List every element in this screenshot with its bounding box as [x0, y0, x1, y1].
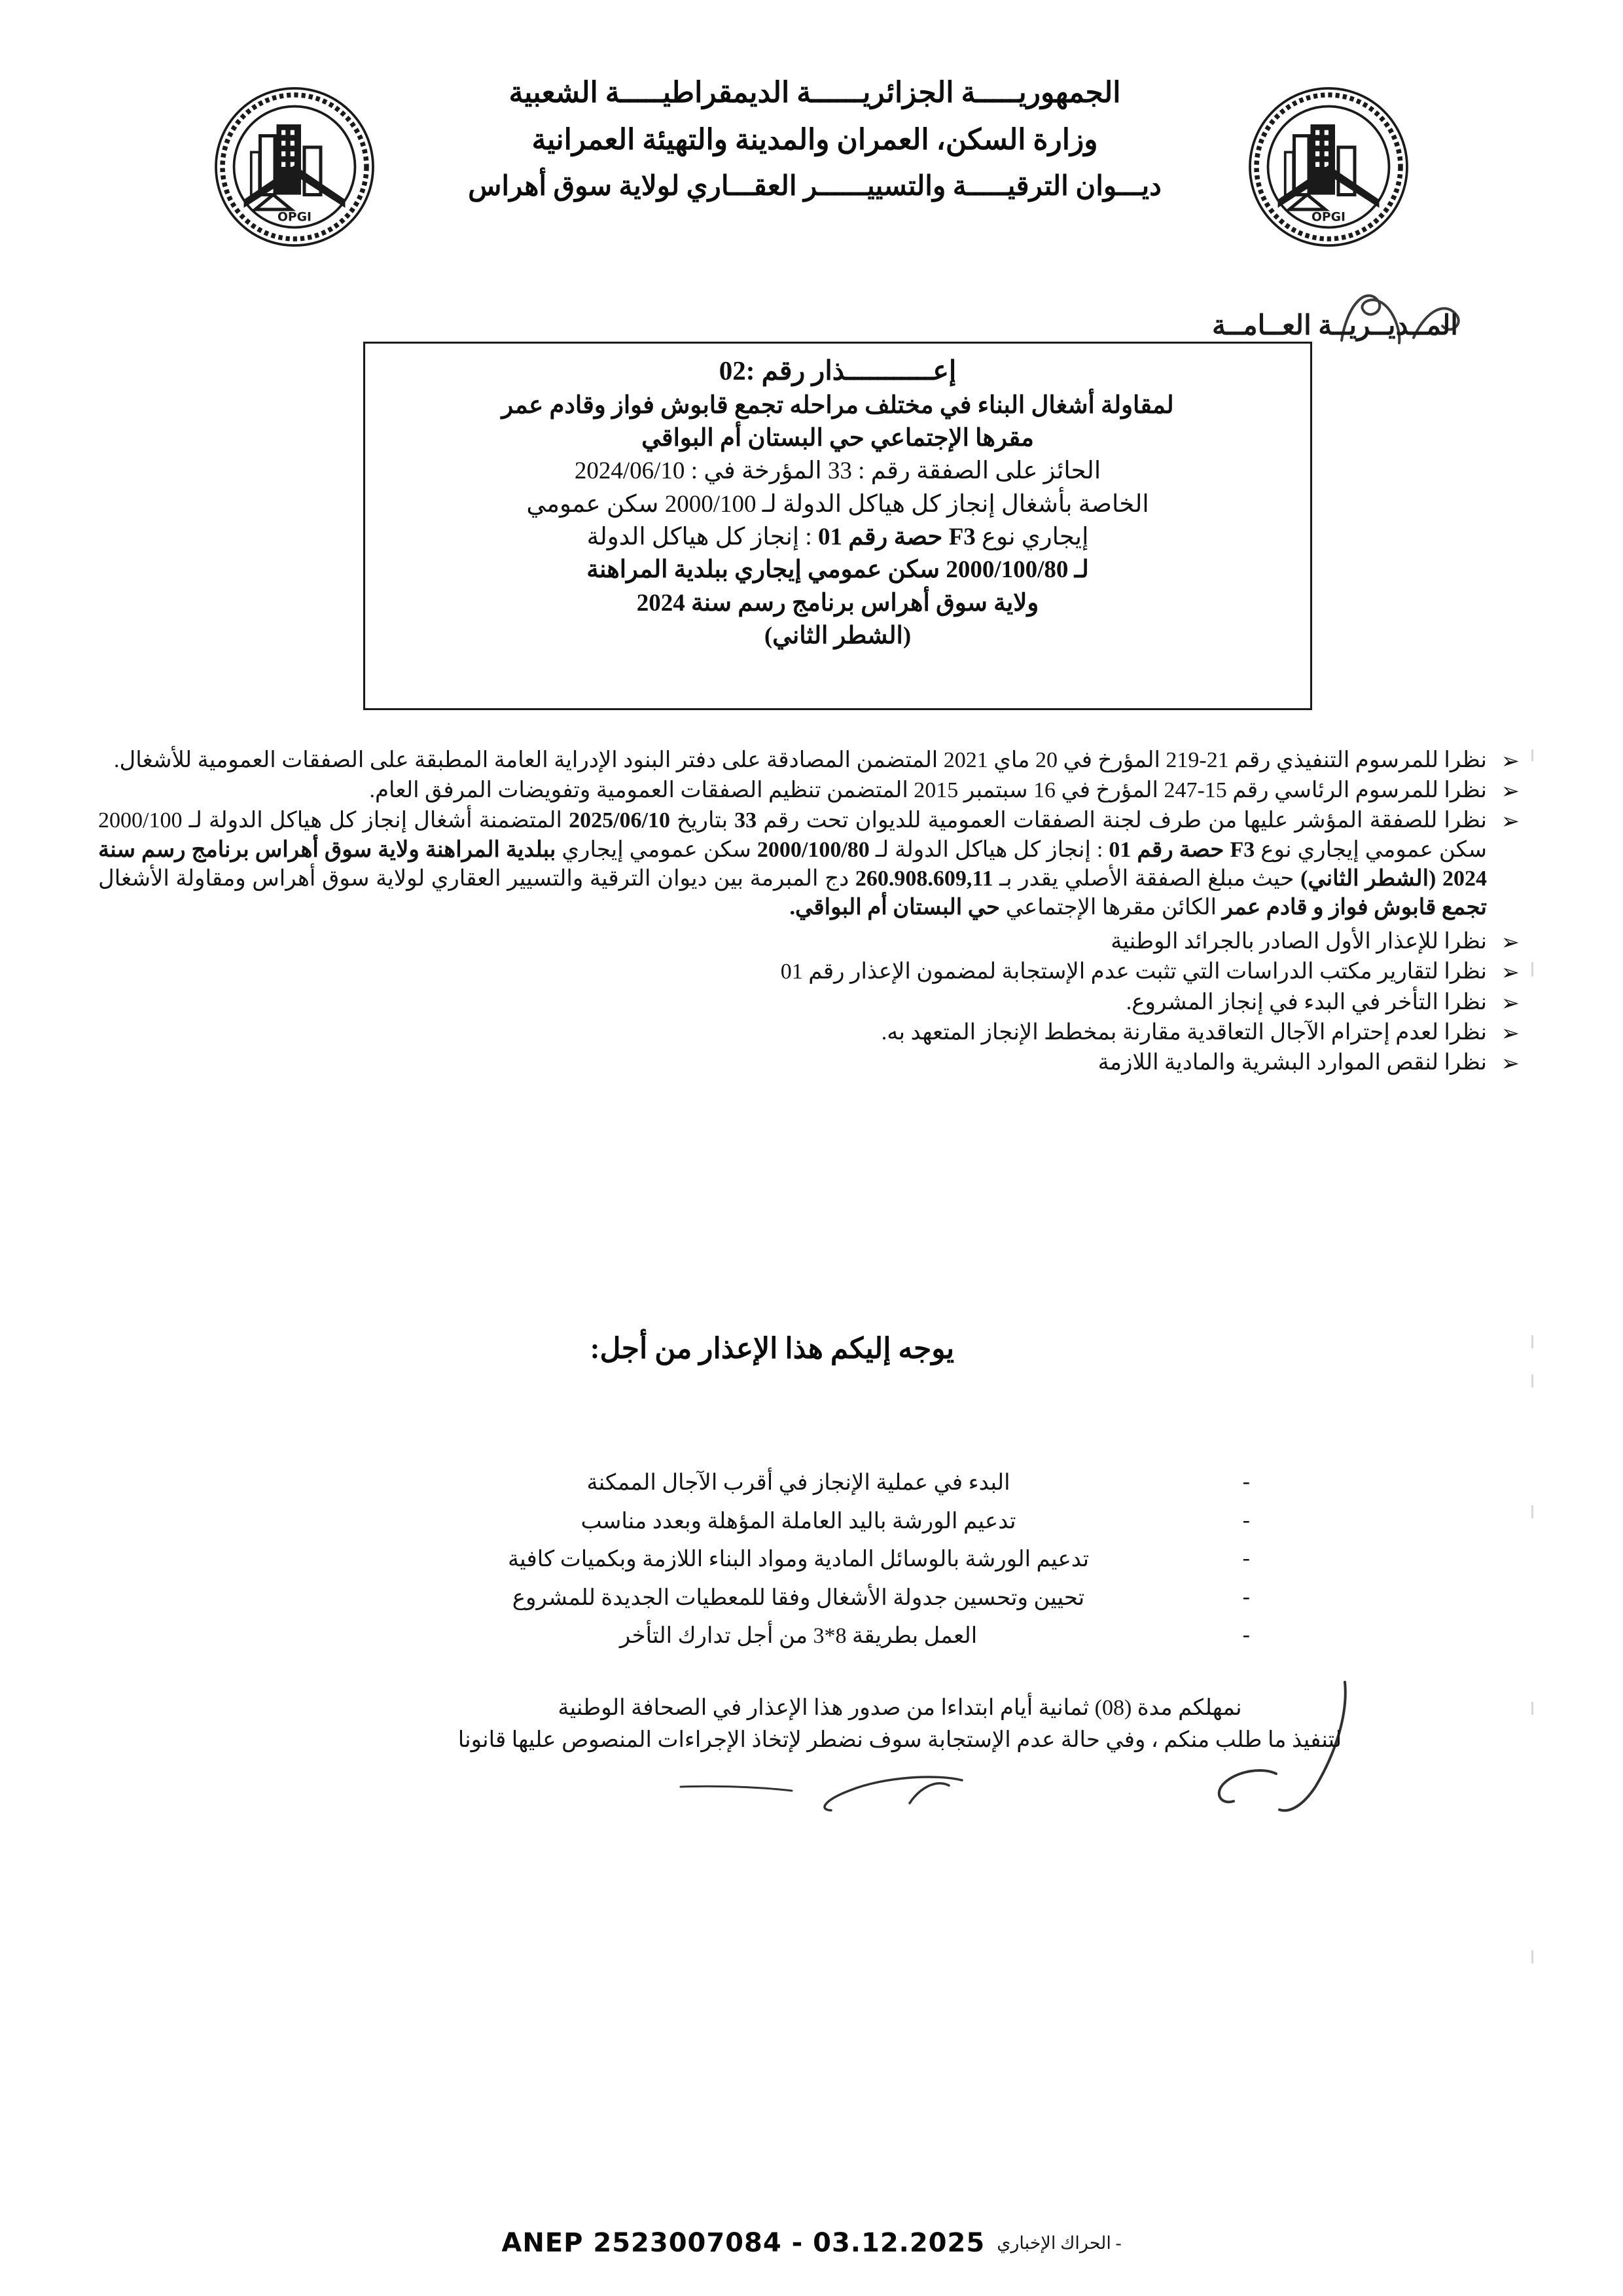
clause-text [369, 778, 1487, 802]
footer-wrap [501, 2228, 1121, 2258]
footer-source: - الحراك الإخباري [997, 2233, 1122, 2253]
clause-segment: الكائن مقرها الإجتماعي [1000, 895, 1222, 920]
arrow-bullet-icon: ➢ [1501, 1021, 1520, 1046]
clause-text [98, 808, 1487, 920]
clause-segment: نظرا للإعذار الأول الصادر بالجرائد الوطنية [1111, 929, 1487, 954]
notice-line-8: ولاية سوق أهراس برنامج رسم سنة 2024 [636, 589, 1039, 617]
arrow-bullet-icon: ➢ [1501, 991, 1520, 1016]
demand-item [0, 1585, 1623, 1613]
demand-text: تدعيم الورشة بالوسائل المادية ومواد البناء اللازمة وبكميات كافية [507, 1547, 1090, 1571]
demand-text: البدء في عملية الإنجاز في أقرب الآجال الممكنة [586, 1471, 1010, 1495]
dash-bullet-icon: - [1242, 1584, 1250, 1609]
clause-segment: نظرا لنقص الموارد البشرية والمادية اللازمة [1097, 1050, 1487, 1075]
clause-item [98, 746, 1525, 775]
clause-segment: 33 [734, 808, 757, 833]
notice-line-6-d: : إنجاز كل هياكل الدولة [586, 524, 818, 550]
clause-segment: نظرا للمرسوم الرئاسي رقم 15-247 المؤرخ في 16 سبتمبر 2015 المتضمن تنظيم الصفقات العمومية وتفويضات المرفق العام. [369, 778, 1487, 803]
dash-bullet-icon: - [1242, 1546, 1250, 1570]
clause-item [98, 1049, 1525, 1077]
clause-item [98, 776, 1525, 805]
clause-segment: حي البستان أم البواقي. [789, 895, 1001, 920]
demand-inner [373, 1623, 1250, 1651]
clause-text [1098, 1050, 1487, 1075]
closing-line-1: نمهلكم مدة (08) ثمانية أيام ابتداءا من صدور هذا الإعذار في الصحافة الوطنية [558, 1696, 1242, 1720]
ministry-line: وزارة السكن، العمران والمدينة والتهيئة العمرانية [531, 124, 1098, 156]
closing-paragraph [249, 1692, 1551, 1757]
clause-item [98, 927, 1525, 956]
notice-heading: إعـــــــــــذار رقم :02 [719, 355, 957, 386]
demand-item [0, 1508, 1623, 1536]
demand-inner [373, 1508, 1250, 1536]
notice-line-6-b: F3 [948, 524, 976, 550]
clause-segment: دج المبرمة بين ديوان الترقية والتسيير العقاري لولاية سوق أهراس ومقاولة الأشغال [98, 866, 855, 891]
notice-line-4: الحائز على الصفقة رقم : 33 المؤرخة في : 2024/06/10 [574, 457, 1101, 485]
clause-segment: 2000/100/80 [757, 837, 870, 862]
clause-segment: F3 [1230, 837, 1255, 862]
clause-item [98, 806, 1525, 922]
clause-segment: حصة رقم 01 [1109, 837, 1224, 862]
arrow-bullet-icon: ➢ [1501, 931, 1520, 956]
clause-segment: بتاريخ [670, 808, 735, 833]
arrow-bullet-icon: ➢ [1501, 780, 1520, 804]
clause-segment: 2025/06/10 [569, 808, 671, 833]
notice-line-6 [382, 521, 1293, 554]
demand-item [0, 1623, 1623, 1651]
document-header [0, 77, 1623, 341]
closing-line-2: لتنفيذ ما طلب منكم ، وفي حالة عدم الإستجابة سوف نضطر لإتخاذ الإجراءات المنصوص عليها قانونا [457, 1728, 1342, 1753]
clause-segment: نظرا لتقارير مكتب الدراسات التي تثبت عدم الإستجابة لمضمون الإعذار رقم 01 [780, 960, 1487, 984]
demand-text: تدعيم الورشة باليد العاملة المؤهلة وبعدد مناسب [580, 1509, 1016, 1534]
dash-bullet-icon: - [1242, 1469, 1250, 1494]
notice-line-9: (الشطر الثاني) [764, 622, 912, 649]
clause-text [781, 960, 1487, 984]
arrow-bullet-icon: ➢ [1501, 1051, 1520, 1076]
notice-title-box [363, 342, 1312, 710]
scan-artifact [1531, 1505, 1533, 1518]
notice-line-6-c: حصة رقم 01 [817, 524, 949, 550]
clause-item [98, 988, 1525, 1017]
notice-line-5: الخاصة بأشغال إنجاز كل هياكل الدولة لـ 2000/100 سكن عمومي [526, 490, 1149, 518]
arrow-bullet-icon: ➢ [1501, 961, 1520, 986]
scan-artifact [1531, 1374, 1533, 1388]
scan-artifact [1531, 1950, 1533, 1964]
clause-segment: نظرا التأخر في البدء في إنجاز المشروع. [1126, 990, 1487, 1014]
demand-item [0, 1546, 1623, 1574]
clause-segment: سكن عمومي إيجاري [556, 837, 757, 862]
general-directorate-label: المــديــريــة العــامــة [1212, 311, 1458, 341]
clause-segment: المتضمنة أشغال إنجاز كل هياكل الدولة لـ 2000/100 سكن عمومي إيجاري نوع [98, 808, 1488, 862]
demand-text: تحيين وتحسين جدولة الأشغال وفقا للمعطيات الجديدة للمشروع [512, 1585, 1085, 1610]
clause-segment: نظرا للمرسوم التنفيذي رقم 21-219 المؤرخ في 20 ماي 2021 المتضمن المصادقة على دفتر البنود الإدراية العامة المطبقة على الصفقات العمومية للأشغال. [114, 748, 1487, 772]
scan-artifact [1531, 749, 1533, 761]
demand-inner [373, 1546, 1250, 1574]
svg-text:OPGI: OPGI [1311, 210, 1346, 224]
opgi-seal-icon-right [1247, 85, 1410, 249]
arrow-bullet-icon: ➢ [1501, 749, 1520, 774]
notice-line-2: لمقاولة أشغال البناء في مختلف مراحله تجمع قابوش فواز وقادم عمر [501, 391, 1174, 419]
call-to-action [0, 1332, 1623, 1365]
anep-reference: ANEP 2523007084 - 03.12.2025 [501, 2228, 986, 2258]
document-footer [0, 2228, 1623, 2258]
demand-inner [373, 1469, 1250, 1498]
demand-inner [373, 1585, 1250, 1613]
clause-item [98, 1018, 1525, 1047]
clause-segment: : إنجاز كل هياكل الدولة لـ [869, 837, 1109, 862]
clause-list [98, 746, 1525, 1079]
demand-item [0, 1469, 1623, 1498]
clause-text [114, 748, 1487, 772]
dash-bullet-icon: - [1242, 1623, 1250, 1647]
arrow-bullet-icon: ➢ [1501, 810, 1520, 834]
clause-segment: حيث مبلغ الصفقة الأصلي يقدر بـ [993, 866, 1301, 891]
clause-segment: ببلدية المراهنة ولاية سوق أهراس برنامج رسم سنة 2024 (الشطر الثاني) [98, 837, 1487, 891]
notice-line-7: لـ 2000/100/80 سكن عمومي إيجاري ببلدية المراهنة [586, 556, 1089, 584]
scan-artifact [1531, 1702, 1533, 1715]
clause-text [1111, 929, 1487, 954]
demand-text: العمل بطريقة 8*3 من أجل تدارك التأخر [619, 1624, 978, 1648]
call-to-action-text: يوجه إليكم هذا الإعذار من أجل: [590, 1333, 955, 1365]
office-line: ديـــوان الترقيـــــة والتسييــــــر العقـــاري لولاية سوق أهراس [468, 171, 1162, 202]
dash-bullet-icon: - [1242, 1507, 1250, 1532]
clause-segment: تجمع قابوش فواز و قادم عمر [1222, 895, 1487, 920]
notice-line-3: مقرها الإجتماعي حي البستان أم البواقي [641, 425, 1034, 452]
clause-item [98, 958, 1525, 986]
clause-segment: نظرا لعدم إحترام الآجال التعاقدية مقارنة بمخطط الإنجاز المتعهد به. [881, 1020, 1487, 1045]
svg-text:OPGI: OPGI [277, 210, 312, 224]
republic-line: الجمهوريـــــة الجزائريــــــة الديمقراطيـــــة الشعبية [508, 77, 1121, 109]
demand-list [0, 1469, 1623, 1661]
clause-segment: نظرا للصفقة المؤشر عليها من طرف لجنة الصفقات العمومية للديوان تحت رقم [757, 808, 1487, 833]
clause-text [882, 1020, 1487, 1045]
opgi-seal-icon-left [213, 85, 376, 249]
clause-segment: 260.908.609,11 [855, 866, 993, 891]
scan-artifact [1531, 1335, 1533, 1348]
notice-line-6-a: إيجاري نوع [975, 524, 1089, 550]
clause-text [1126, 990, 1487, 1014]
scan-artifact [1531, 962, 1533, 977]
header-titles [406, 79, 1224, 219]
